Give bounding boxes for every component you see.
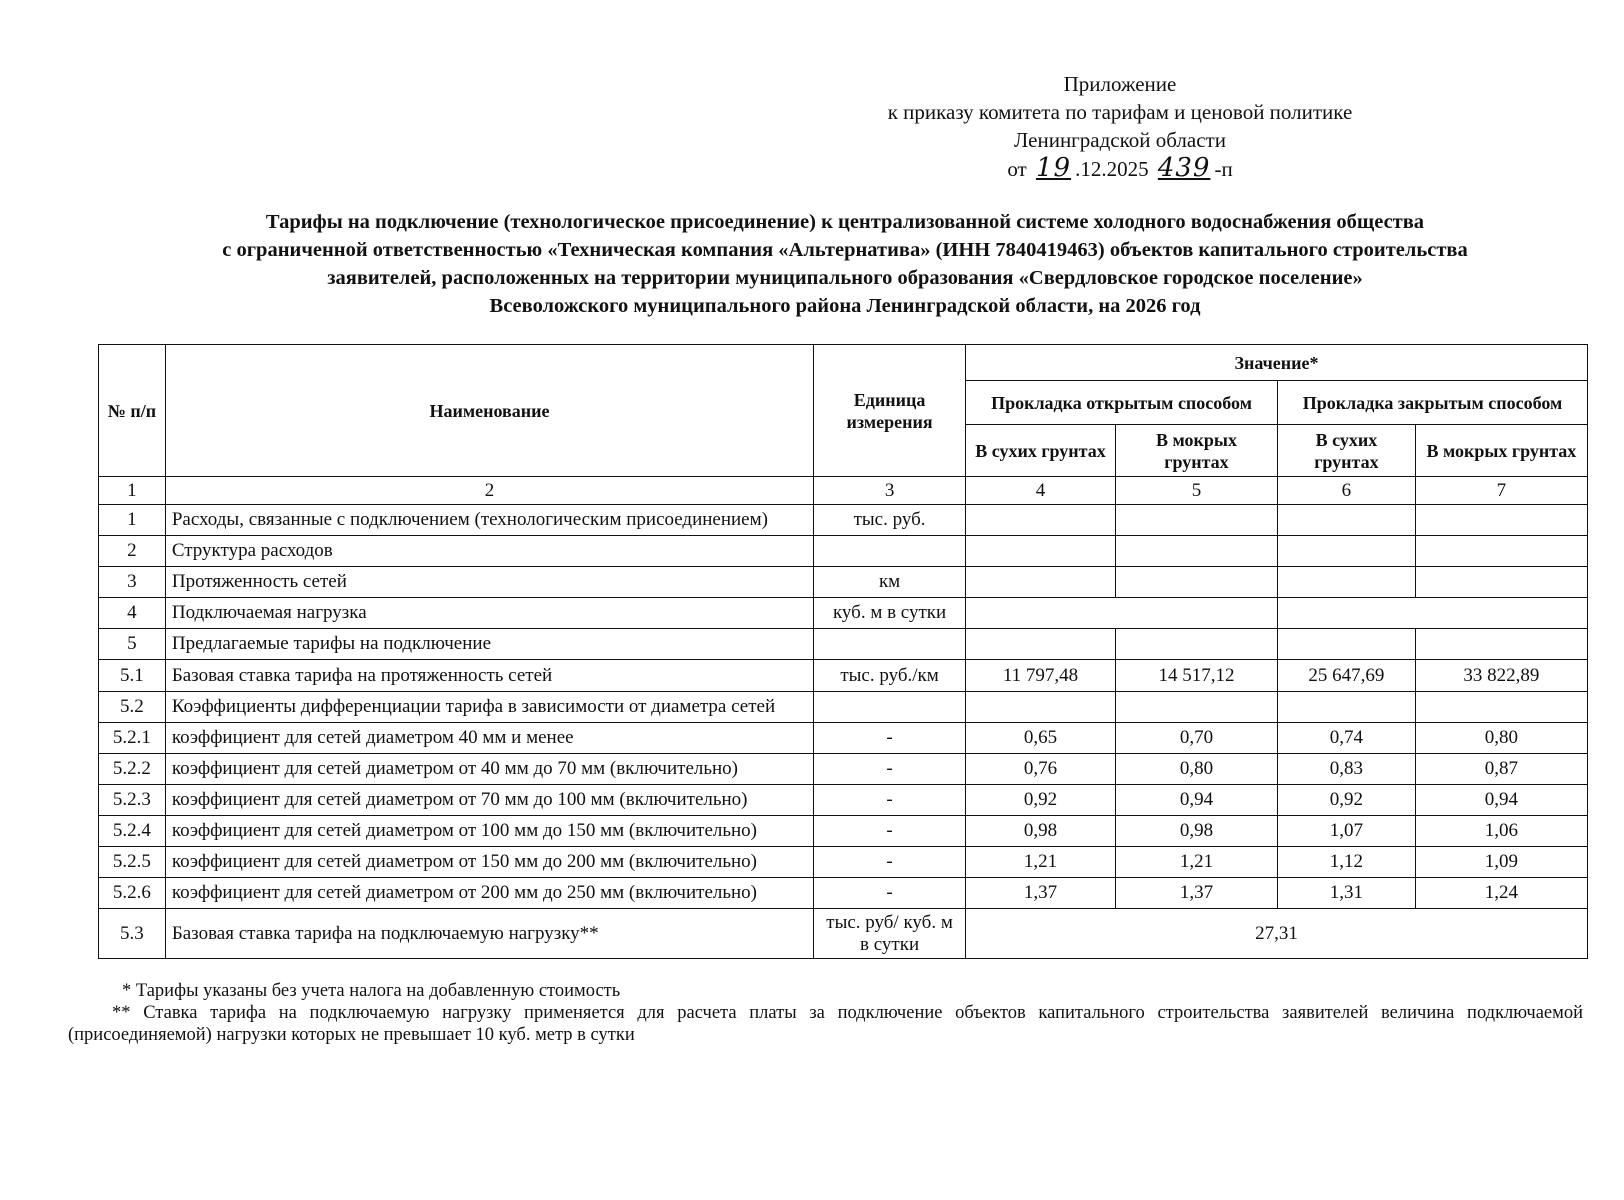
row-name: коэффициент для сетей диаметром от 40 мм до 70 мм (включительно) — [165, 754, 813, 785]
header-closed-method: Прокладка закрытым способом — [1278, 381, 1588, 425]
row-value — [966, 598, 1278, 629]
row-num: 3 — [99, 567, 166, 598]
row-name: коэффициент для сетей диаметром от 200 мм до 250 мм (включительно) — [165, 878, 813, 909]
row-num: 5.2.2 — [99, 754, 166, 785]
header-num: № п/п — [99, 345, 166, 477]
table-row — [99, 816, 1588, 847]
index-cell: 4 — [966, 477, 1116, 505]
row-value — [966, 692, 1116, 723]
row-value: 0,65 — [966, 723, 1116, 754]
row-unit: - — [814, 816, 966, 847]
row-value — [1415, 567, 1587, 598]
tariff-table — [98, 344, 1588, 959]
row-value: 1,21 — [1115, 847, 1277, 878]
row-value: 0,98 — [1115, 816, 1277, 847]
table-row — [99, 878, 1588, 909]
row-value: 0,94 — [1115, 785, 1277, 816]
row-name: Коэффициенты дифференциации тарифа в зависимости от диаметра сетей — [165, 692, 813, 723]
table-row — [99, 660, 1588, 692]
row-num: 5.1 — [99, 660, 166, 692]
row-name: Предлагаемые тарифы на подключение — [165, 629, 813, 660]
row-value: 0,92 — [1278, 785, 1416, 816]
row-unit: - — [814, 847, 966, 878]
row-value: 14 517,12 — [1115, 660, 1277, 692]
document-title — [120, 208, 1570, 320]
table-row — [99, 909, 1588, 959]
row-name: Расходы, связанные с подключением (технологическим присоединением) — [165, 505, 813, 536]
row-value — [1415, 505, 1587, 536]
row-num: 5 — [99, 629, 166, 660]
header-name: Наименование — [165, 345, 813, 477]
row-name: коэффициент для сетей диаметром от 100 мм до 150 мм (включительно) — [165, 816, 813, 847]
row-value: 1,24 — [1415, 878, 1587, 909]
row-num: 5.2.1 — [99, 723, 166, 754]
table-row — [99, 785, 1588, 816]
row-value: 0,83 — [1278, 754, 1416, 785]
header-value: Значение* — [966, 345, 1588, 381]
row-num: 2 — [99, 536, 166, 567]
table-row — [99, 536, 1588, 567]
row-value: 1,21 — [966, 847, 1116, 878]
title-line-1: Тарифы на подключение (технологическое присоединение) к централизованной системе холодного водоснабжения общества — [265, 211, 1425, 233]
row-value — [1115, 505, 1277, 536]
row-value: 33 822,89 — [1415, 660, 1587, 692]
row-name: Структура расходов — [165, 536, 813, 567]
row-value — [1278, 567, 1416, 598]
row-num: 5.2.6 — [99, 878, 166, 909]
row-num: 5.2.4 — [99, 816, 166, 847]
row-value: 0,76 — [966, 754, 1116, 785]
row-unit: тыс. руб/ куб. м в сутки — [814, 909, 966, 959]
row-value — [1415, 692, 1587, 723]
row-value — [1278, 505, 1416, 536]
footnote-load-rate: ** Ставка тарифа на подключаемую нагрузку применяется для расчета платы за подключение объектов капитального строительства заявителей величина подключаемой (присоединяемой) нагрузки которых не превышает 10 куб. метр в сутки — [68, 1003, 1583, 1045]
row-value: 11 797,48 — [966, 660, 1116, 692]
index-cell: 7 — [1415, 477, 1587, 505]
row-value: 1,06 — [1415, 816, 1587, 847]
column-index-row — [99, 477, 1588, 505]
index-cell: 1 — [99, 477, 166, 505]
row-value — [1415, 629, 1587, 660]
appendix-region: Ленинградской области — [1014, 128, 1226, 152]
row-value: 0,74 — [1278, 723, 1416, 754]
row-num: 5.2 — [99, 692, 166, 723]
row-value: 27,31 — [966, 909, 1588, 959]
row-value: 1,07 — [1278, 816, 1416, 847]
index-cell: 3 — [814, 477, 966, 505]
appendix-title: Приложение — [1063, 72, 1177, 96]
row-value: 0,87 — [1415, 754, 1587, 785]
row-unit: куб. м в сутки — [814, 598, 966, 629]
row-value: 0,80 — [1115, 754, 1277, 785]
row-num: 1 — [99, 505, 166, 536]
row-name: коэффициент для сетей диаметром от 70 мм до 100 мм (включительно) — [165, 785, 813, 816]
row-value: 0,80 — [1415, 723, 1587, 754]
index-cell: 6 — [1278, 477, 1416, 505]
order-number-handwritten: 439 — [1157, 153, 1211, 183]
row-value: 1,09 — [1415, 847, 1587, 878]
table-row — [99, 692, 1588, 723]
appendix-date-line — [850, 154, 1390, 183]
row-value — [1278, 692, 1416, 723]
table-row — [99, 629, 1588, 660]
row-unit: тыс. руб./км — [814, 660, 966, 692]
row-value: 0,92 — [966, 785, 1116, 816]
title-line-2: с ограниченной ответственностью «Техническая компания «Альтернатива» (ИНН 7840419463) объектов капитального строительства — [222, 239, 1468, 261]
row-value: 1,37 — [1115, 878, 1277, 909]
table-row — [99, 598, 1588, 629]
row-unit: тыс. руб. — [814, 505, 966, 536]
row-value: 1,31 — [1278, 878, 1416, 909]
table-row — [99, 723, 1588, 754]
row-value — [1278, 598, 1588, 629]
date-prefix: от — [1007, 157, 1027, 181]
table-row — [99, 505, 1588, 536]
row-value — [1115, 629, 1277, 660]
row-num: 5.2.5 — [99, 847, 166, 878]
table-row — [99, 567, 1588, 598]
row-value — [1278, 629, 1416, 660]
title-line-3: заявителей, расположенных на территории муниципального образования «Свердловское городское поселение» — [327, 267, 1363, 289]
row-value — [966, 505, 1116, 536]
header-open-dry: В сухих грунтах — [966, 425, 1116, 477]
order-suffix: -п — [1214, 157, 1233, 181]
row-unit: - — [814, 878, 966, 909]
row-unit — [814, 629, 966, 660]
header-open-method: Прокладка открытым способом — [966, 381, 1278, 425]
header-closed-wet: В мокрых грунтах — [1415, 425, 1587, 477]
index-cell: 2 — [165, 477, 813, 505]
row-name: Базовая ставка тарифа на подключаемую нагрузку** — [165, 909, 813, 959]
row-name: коэффициент для сетей диаметром от 150 мм до 200 мм (включительно) — [165, 847, 813, 878]
index-cell: 5 — [1115, 477, 1277, 505]
row-value — [1115, 536, 1277, 567]
row-value — [966, 567, 1116, 598]
row-value: 0,94 — [1415, 785, 1587, 816]
row-name: Протяженность сетей — [165, 567, 813, 598]
row-value: 0,70 — [1115, 723, 1277, 754]
row-num: 5.2.3 — [99, 785, 166, 816]
row-value: 1,12 — [1278, 847, 1416, 878]
row-value — [1278, 536, 1416, 567]
row-name: коэффициент для сетей диаметром 40 мм и менее — [165, 723, 813, 754]
footnotes — [68, 980, 1583, 1046]
row-value: 0,98 — [966, 816, 1116, 847]
row-value: 25 647,69 — [1278, 660, 1416, 692]
table-row — [99, 754, 1588, 785]
row-value — [1415, 536, 1587, 567]
row-value — [966, 629, 1116, 660]
row-unit — [814, 692, 966, 723]
date-day-handwritten: 19 — [1035, 153, 1072, 183]
row-unit: - — [814, 723, 966, 754]
footnote-vat: * Тарифы указаны без учета налога на добавленную стоимость — [122, 981, 621, 1001]
row-name: Подключаемая нагрузка — [165, 598, 813, 629]
row-num: 5.3 — [99, 909, 166, 959]
title-line-4: Всеволожского муниципального района Ленинградской области, на 2026 год — [489, 295, 1201, 317]
row-value — [1115, 567, 1277, 598]
row-unit: - — [814, 754, 966, 785]
row-value — [1115, 692, 1277, 723]
row-unit: - — [814, 785, 966, 816]
row-value — [966, 536, 1116, 567]
table-row — [99, 847, 1588, 878]
header-closed-dry: В сухих грунтах — [1278, 425, 1416, 477]
header-open-wet: В мокрых грунтах — [1115, 425, 1277, 477]
row-unit: км — [814, 567, 966, 598]
row-unit — [814, 536, 966, 567]
row-name: Базовая ставка тарифа на протяженность сетей — [165, 660, 813, 692]
row-value: 1,37 — [966, 878, 1116, 909]
header-unit: Единица измерения — [814, 345, 966, 477]
row-num: 4 — [99, 598, 166, 629]
appendix-order-ref: к приказу комитета по тарифам и ценовой политике — [887, 100, 1353, 124]
date-rest: .12.2025 — [1075, 157, 1149, 181]
appendix-header — [850, 70, 1390, 183]
